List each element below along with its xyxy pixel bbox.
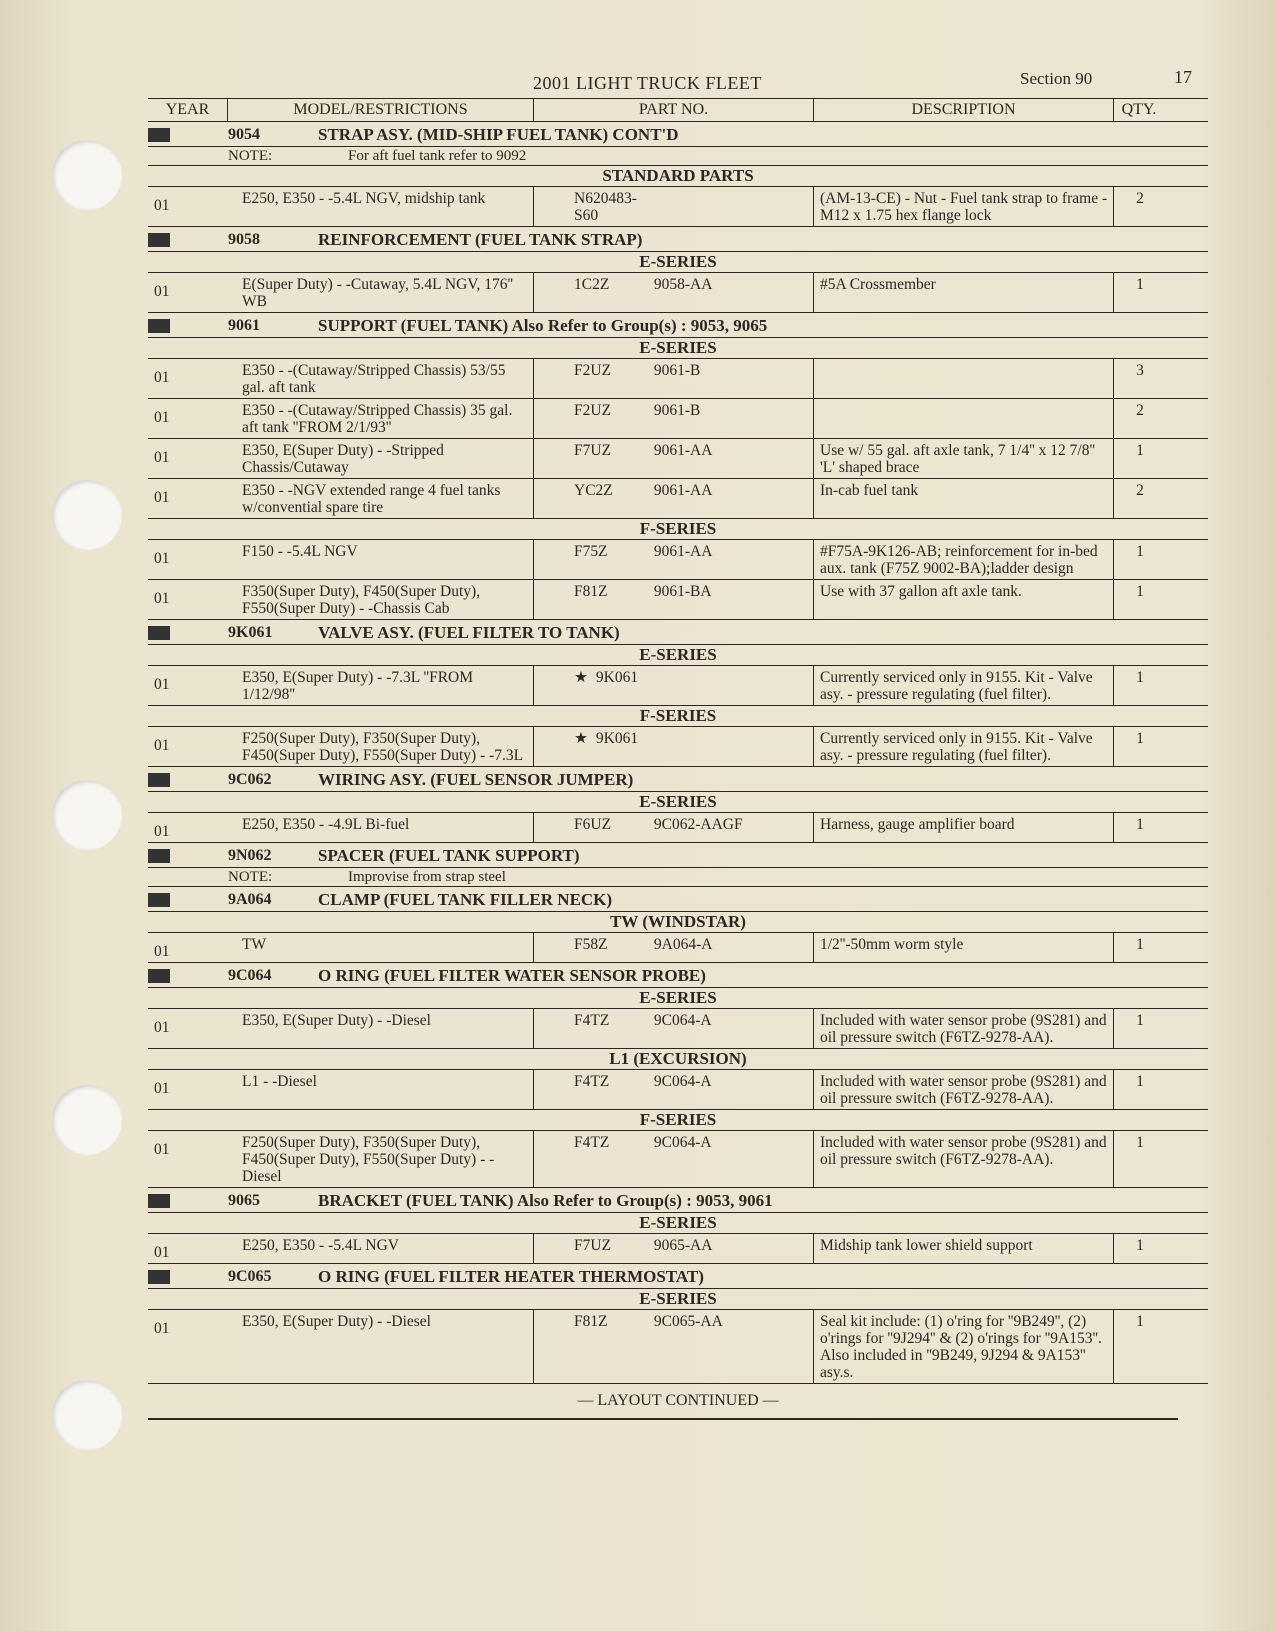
subgroup-title: F-SERIES <box>148 706 1208 727</box>
part-group <box>148 1190 1208 1264</box>
part-base: 9058-AA <box>653 276 713 293</box>
qty-cell: 1 <box>1136 1313 1144 1330</box>
group-marker <box>148 969 170 983</box>
group-name: O RING (FUEL FILTER WATER SENSOR PROBE) <box>318 966 706 985</box>
group-name: VALVE ASY. (FUEL FILTER TO TANK) <box>318 623 620 642</box>
binder-hole <box>52 140 122 210</box>
group-note <box>148 147 1208 166</box>
description-cell: 1/2''-50mm worm style <box>814 933 1114 962</box>
part-group <box>148 315 1208 620</box>
year-cell: 01 <box>154 943 170 960</box>
part-number <box>534 399 814 438</box>
binder-hole <box>52 1085 122 1155</box>
qty-cell: 1 <box>1136 730 1144 747</box>
table-row <box>148 187 1208 227</box>
table-row <box>148 540 1208 580</box>
part-number <box>534 933 814 962</box>
group-header <box>148 845 1208 868</box>
part-group <box>148 845 1208 887</box>
part-base: 9061-BA <box>653 583 712 600</box>
group-number: 9K061 <box>228 624 273 641</box>
year-cell: 01 <box>154 283 170 300</box>
model-cell: F250(Super Duty), F350(Super Duty), F450(Super Duty), F550(Super Duty) - -7.3L <box>228 727 534 766</box>
model-cell: L1 - -Diesel <box>228 1070 534 1109</box>
table-row <box>148 359 1208 399</box>
section-label: Section 90 <box>1020 69 1093 88</box>
part-number <box>534 1009 814 1048</box>
year-cell: 01 <box>154 369 170 386</box>
model-cell: E350 - -(Cutaway/Stripped Chassis) 35 gal. aft tank ''FROM 2/1/93'' <box>228 399 534 438</box>
year-cell: 01 <box>154 1019 170 1036</box>
part-prefix: F4TZ <box>574 1134 610 1151</box>
column-header: QTY. <box>1121 101 1157 118</box>
table-row <box>148 479 1208 519</box>
year-cell: 01 <box>154 737 170 754</box>
qty-cell: 1 <box>1136 442 1144 459</box>
qty-cell: 1 <box>1136 1134 1144 1151</box>
group-number: 9061 <box>228 317 260 334</box>
model-cell: E350 - -NGV extended range 4 fuel tanks w/convential spare tire <box>228 479 534 518</box>
description-cell <box>814 359 1114 398</box>
qty-cell: 1 <box>1136 816 1144 833</box>
group-number: 9C064 <box>228 967 272 984</box>
part-number <box>534 580 814 619</box>
model-cell: E250, E350 - -4.9L Bi-fuel <box>228 813 534 842</box>
part-base: 9065-AA <box>653 1237 713 1254</box>
part-prefix: F6UZ <box>574 816 612 833</box>
part-prefix: 9K061 <box>595 730 639 747</box>
group-number: 9A064 <box>228 891 272 908</box>
page-number: 17 <box>1174 67 1192 87</box>
group-header <box>148 229 1208 252</box>
description-cell: (AM-13-CE) - Nut - Fuel tank strap to frame - M12 x 1.75 hex flange lock <box>814 187 1114 226</box>
part-number <box>534 1131 814 1187</box>
year-cell: 01 <box>154 1141 170 1158</box>
model-cell: E(Super Duty) - -Cutaway, 5.4L NGV, 176'' WB <box>228 273 534 312</box>
model-cell: F350(Super Duty), F450(Super Duty), F550(Super Duty) - -Chassis Cab <box>228 580 534 619</box>
year-cell: 01 <box>154 1320 170 1337</box>
model-cell: F250(Super Duty), F350(Super Duty), F450(Super Duty), F550(Super Duty) - -Diesel <box>228 1131 534 1187</box>
year-cell: 01 <box>154 1244 170 1261</box>
qty-cell: 1 <box>1136 1012 1144 1029</box>
model-cell: E350, E(Super Duty) - -Diesel <box>228 1310 534 1383</box>
group-name: CLAMP (FUEL TANK FILLER NECK) <box>318 890 613 909</box>
year-cell: 01 <box>154 823 170 840</box>
model-cell: E350, E(Super Duty) - -Diesel <box>228 1009 534 1048</box>
part-prefix: F81Z <box>574 583 608 600</box>
part-base: 9C064-A <box>653 1073 712 1090</box>
table-row <box>148 580 1208 620</box>
subgroup-title: STANDARD PARTS <box>148 166 1208 187</box>
description-cell: Included with water sensor probe (9S281) and oil pressure switch (F6TZ-9278-AA). <box>814 1009 1114 1048</box>
note-label: NOTE: <box>228 869 273 885</box>
table-row <box>148 1131 1208 1188</box>
group-marker <box>148 773 170 787</box>
qty-cell: 3 <box>1136 362 1144 379</box>
table-row <box>148 1234 1208 1264</box>
table-row <box>148 933 1208 963</box>
group-header <box>148 769 1208 792</box>
year-cell: 01 <box>154 197 170 214</box>
table-row <box>148 439 1208 479</box>
year-cell: 01 <box>154 409 170 426</box>
group-number: 9C065 <box>228 1268 272 1285</box>
star-icon: ★ <box>574 730 588 747</box>
group-name: SPACER (FUEL TANK SUPPORT) <box>318 846 580 865</box>
group-marker <box>148 849 170 863</box>
group-name: O RING (FUEL FILTER HEATER THERMOSTAT) <box>318 1267 704 1286</box>
part-number <box>534 1234 814 1263</box>
part-number <box>534 1310 814 1383</box>
part-prefix: F7UZ <box>574 1237 612 1254</box>
subgroup-title: L1 (EXCURSION) <box>148 1049 1208 1070</box>
description-cell: Included with water sensor probe (9S281) and oil pressure switch (F6TZ-9278-AA). <box>814 1131 1114 1187</box>
star-icon: ★ <box>574 669 588 686</box>
group-number: 9C062 <box>228 771 272 788</box>
group-marker <box>148 128 170 142</box>
group-number: 9058 <box>228 231 260 248</box>
part-prefix: 9K061 <box>595 669 639 686</box>
part-base: 9C064-A <box>653 1012 712 1029</box>
group-header <box>148 889 1208 912</box>
part-prefix: F4TZ <box>574 1073 610 1090</box>
part-number <box>534 359 814 398</box>
model-cell: E350 - -(Cutaway/Stripped Chassis) 53/55 gal. aft tank <box>228 359 534 398</box>
group-header <box>148 1266 1208 1289</box>
subgroup-title: F-SERIES <box>148 1110 1208 1131</box>
group-header <box>148 622 1208 645</box>
qty-cell: 1 <box>1136 1237 1144 1254</box>
group-marker <box>148 1194 170 1208</box>
subgroup-title: E-SERIES <box>148 792 1208 813</box>
description-cell: Harness, gauge amplifier board <box>814 813 1114 842</box>
subgroup-title: E-SERIES <box>148 252 1208 273</box>
part-prefix: YC2Z <box>574 482 613 499</box>
model-cell: TW <box>228 933 534 962</box>
description-cell: Currently serviced only in 9155. Kit - Valve asy. - pressure regulating (fuel filter). <box>814 727 1114 766</box>
year-cell: 01 <box>154 676 170 693</box>
qty-cell: 1 <box>1136 669 1144 686</box>
binder-hole <box>52 780 122 850</box>
group-marker <box>148 626 170 640</box>
part-prefix: N620483-S60 <box>574 190 637 224</box>
description-cell: Use w/ 55 gal. aft axle tank, 7 1/4'' x 12 7/8'' 'L' shaped brace <box>814 439 1114 478</box>
note-spacer <box>148 147 228 165</box>
qty-cell: 1 <box>1136 936 1144 953</box>
part-prefix: F58Z <box>574 936 608 953</box>
description-cell: Currently serviced only in 9155. Kit - Valve asy. - pressure regulating (fuel filter). <box>814 666 1114 705</box>
layout-continued-note: — LAYOUT CONTINUED — <box>577 1392 779 1409</box>
part-number <box>534 1070 814 1109</box>
qty-cell: 2 <box>1136 482 1144 499</box>
part-prefix: 1C2Z <box>574 276 610 293</box>
year-cell: 01 <box>154 449 170 466</box>
group-header <box>148 315 1208 338</box>
part-prefix: F2UZ <box>574 362 612 379</box>
description-cell: In-cab fuel tank <box>814 479 1114 518</box>
subgroup-title: E-SERIES <box>148 338 1208 359</box>
part-group <box>148 889 1208 963</box>
table-row <box>148 813 1208 843</box>
group-number: 9065 <box>228 1192 260 1209</box>
part-number <box>534 479 814 518</box>
note-spacer <box>148 868 228 886</box>
description-cell: Seal kit include: (1) o'ring for ''9B249'', (2) o'rings for ''9J294'' & (2) o'rings for ''9A153''. Also included in ''9B249, 9J294 & 9A153'' asy.s. <box>814 1310 1114 1383</box>
year-cell: 01 <box>154 1080 170 1097</box>
part-group <box>148 1266 1208 1384</box>
group-marker <box>148 893 170 907</box>
description-cell: #F75A-9K126-AB; reinforcement for in-bed aux. tank (F75Z 9002-BA);ladder design <box>814 540 1114 579</box>
table-row <box>148 666 1208 706</box>
part-group <box>148 622 1208 767</box>
year-cell: 01 <box>154 590 170 607</box>
model-cell: F150 - -5.4L NGV <box>228 540 534 579</box>
part-number <box>534 727 814 766</box>
table-row <box>148 1070 1208 1110</box>
table-row <box>148 1310 1208 1384</box>
year-cell: 01 <box>154 550 170 567</box>
qty-cell: 2 <box>1136 190 1144 207</box>
group-header <box>148 1190 1208 1213</box>
subgroup-title: E-SERIES <box>148 1213 1208 1234</box>
column-header: MODEL/RESTRICTIONS <box>228 99 534 121</box>
part-group <box>148 769 1208 843</box>
year-cell: 01 <box>154 489 170 506</box>
column-header: DESCRIPTION <box>814 99 1114 121</box>
parts-groups <box>148 124 1208 1384</box>
part-number <box>534 540 814 579</box>
subgroup-title: F-SERIES <box>148 519 1208 540</box>
model-cell: E350, E(Super Duty) - -7.3L ''FROM 1/12/98'' <box>228 666 534 705</box>
group-header <box>148 965 1208 988</box>
model-cell: E350, E(Super Duty) - -Stripped Chassis/Cutaway <box>228 439 534 478</box>
qty-cell: 1 <box>1136 276 1144 293</box>
part-number <box>534 813 814 842</box>
subgroup-title: E-SERIES <box>148 645 1208 666</box>
binder-hole <box>52 1380 122 1450</box>
part-number <box>534 273 814 312</box>
part-base: 9061-AA <box>653 482 713 499</box>
model-cell: E250, E350 - -5.4L NGV, midship tank <box>228 187 534 226</box>
subgroup-title: E-SERIES <box>148 1289 1208 1310</box>
model-cell: E250, E350 - -5.4L NGV <box>228 1234 534 1263</box>
part-prefix: F7UZ <box>574 442 612 459</box>
part-prefix: F75Z <box>574 543 608 560</box>
column-header: YEAR <box>148 99 228 121</box>
part-group <box>148 229 1208 313</box>
subgroup-title: E-SERIES <box>148 988 1208 1009</box>
table-row <box>148 399 1208 439</box>
part-base: 9A064-A <box>653 936 713 953</box>
part-prefix: F81Z <box>574 1313 608 1330</box>
group-marker <box>148 319 170 333</box>
footer-rule <box>148 1418 1178 1420</box>
part-base: 9C062-AAGF <box>653 816 743 833</box>
table-row <box>148 273 1208 313</box>
group-marker <box>148 1270 170 1284</box>
group-name: WIRING ASY. (FUEL SENSOR JUMPER) <box>318 770 634 789</box>
part-base: 9C065-AA <box>653 1313 723 1330</box>
part-group <box>148 965 1208 1188</box>
group-name: REINFORCEMENT (FUEL TANK STRAP) <box>318 230 643 249</box>
running-header <box>148 64 1208 98</box>
description-cell: Use with 37 gallon aft axle tank. <box>814 580 1114 619</box>
part-base <box>654 190 809 224</box>
part-group <box>148 124 1208 227</box>
part-base: 9061-B <box>653 402 701 419</box>
page-title: 2001 LIGHT TRUCK FLEET <box>533 73 762 93</box>
group-marker <box>148 233 170 247</box>
qty-cell: 1 <box>1136 543 1144 560</box>
note-text: For aft fuel tank refer to 9092 <box>348 148 527 164</box>
description-cell: Included with water sensor probe (9S281) and oil pressure switch (F6TZ-9278-AA). <box>814 1070 1114 1109</box>
part-base: 9C064-A <box>653 1134 712 1151</box>
note-label: NOTE: <box>228 148 273 164</box>
part-number <box>534 439 814 478</box>
group-header <box>148 124 1208 147</box>
table-row <box>148 1009 1208 1049</box>
column-header: PART NO. <box>534 99 814 121</box>
group-name: BRACKET (FUEL TANK) Also Refer to Group(s) : 9053, 9061 <box>318 1191 773 1210</box>
description-cell: Midship tank lower shield support <box>814 1234 1114 1263</box>
description-cell <box>814 399 1114 438</box>
part-base: 9061-AA <box>653 442 713 459</box>
part-base: 9061-AA <box>653 543 713 560</box>
part-number <box>534 187 814 226</box>
group-number: 9N062 <box>228 847 272 864</box>
group-name: STRAP ASY. (MID-SHIP FUEL TANK) CONT'D <box>318 125 679 144</box>
part-prefix: F4TZ <box>574 1012 610 1029</box>
group-number: 9054 <box>228 126 260 143</box>
part-base: 9061-B <box>653 362 701 379</box>
note-text: Improvise from strap steel <box>348 869 506 885</box>
qty-cell: 1 <box>1136 1073 1144 1090</box>
description-cell: #5A Crossmember <box>814 273 1114 312</box>
group-name: SUPPORT (FUEL TANK) Also Refer to Group(s) : 9053, 9065 <box>318 316 768 335</box>
parts-catalog-page <box>148 64 1208 1420</box>
binder-hole <box>52 480 122 550</box>
subgroup-title: TW (WINDSTAR) <box>148 912 1208 933</box>
part-number <box>534 666 814 705</box>
qty-cell: 2 <box>1136 402 1144 419</box>
part-prefix: F2UZ <box>574 402 612 419</box>
group-note <box>148 868 1208 887</box>
qty-cell: 1 <box>1136 583 1144 600</box>
table-row <box>148 727 1208 767</box>
column-header-row <box>148 98 1208 122</box>
